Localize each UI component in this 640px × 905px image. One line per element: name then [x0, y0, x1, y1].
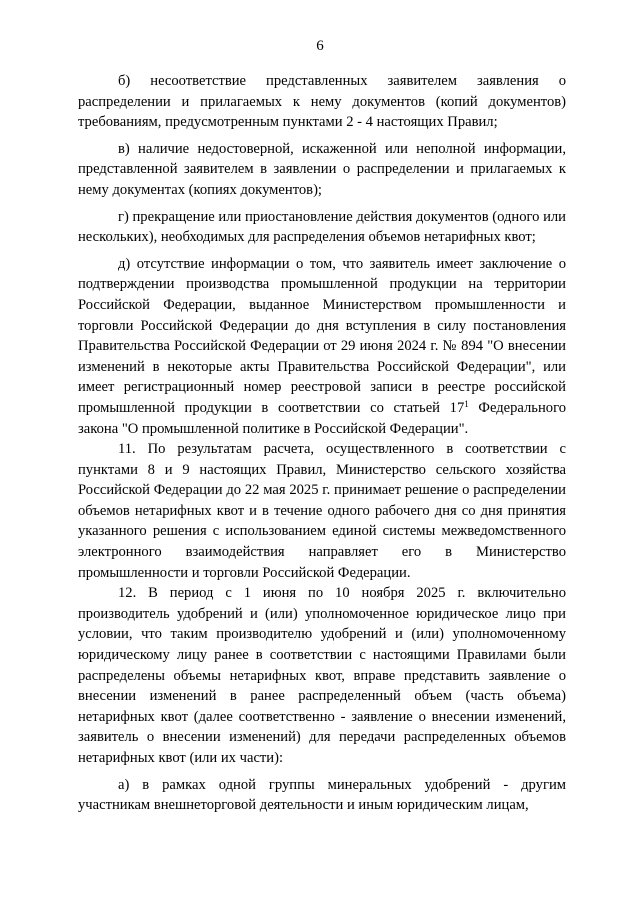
paragraph-v: в) наличие недостоверной, искаженной или неполной информации, представленной заявителем в заявлении о распределении и прилагаемых к нему документах (копиях документов); [78, 140, 566, 198]
page-number: 6 [316, 38, 324, 54]
paragraph-a: а) в рамках одной группы минеральных удобрений - другим участникам внешнеторговой деятельности и иным юридическим лицам, [78, 776, 566, 814]
article-superscript: 1 [464, 398, 469, 409]
paragraph-12: 12. В период с 1 июня по 10 ноября 2025 г. включительно производитель удобрений и (или) уполномоченное юридическое лицо при условии, что таким производителю удобрений и (или) уполномоченному юридическому лицу ранее в соответствии с настоящими Правилами были распределены объемы нетарифных квот, вправе представить заявление о внесении изменений в ранее распределенный объем (часть объема) нетарифных квот (далее соответственно - заявление о внесении изменений, заявитель о внесении изменений) для передачи распределенных объемов нетарифных квот (или их части): [78, 585, 566, 766]
paragraph-b: б) несоответствие представленных заявителем заявления о распределении и прилагаемых к нему документов (копий документов) требованиям, предусмотренным пунктами 2 - 4 настоящих Правил; [78, 73, 566, 131]
paragraph-d [78, 254, 566, 439]
paragraph-g: г) прекращение или приостановление действия документов (одного или нескольких), необходимых для распределения объемов нетарифных квот; [78, 208, 566, 246]
paragraph-11: 11. По результатам расчета, осуществленного в соответствии с пунктами 8 и 9 настоящих Правил, Министерство сельского хозяйства Российской Федерации до 22 мая 2025 г. принимает решение о распределении объемов нетарифных квот и в течение одного рабочего дня со дня принятия указанного решения с использованием единой системы межведомственного электронного взаимодействия направляет его в Министерство промышленности и торговли Российской Федерации. [78, 441, 566, 581]
paragraph-d-tail: Федерального закона "О промышленной политике в Российской Федерации". [78, 399, 566, 437]
document-body [78, 71, 566, 816]
paragraph-d-text: д) отсутствие информации о том, что заявитель имеет заключение о подтверждении производства промышленной продукции на территории Российской Федерации, выданное Министерством промышленности и торговли Российской Федерации до дня вступления в силу постановления Правительства Российской Федерации от 29 июня 2024 г. № 894 "О внесении изменений в некоторые акты Правительства Российской Федерации", или имеет регистрационный номер реестровой записи в реестре российской промышленной продукции в соответствии со статьей 17 [78, 255, 566, 416]
